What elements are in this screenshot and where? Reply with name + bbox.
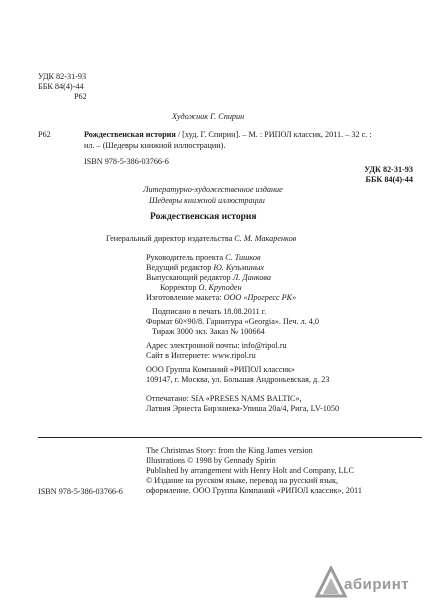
format-line: Формат 60×90/8. Гарнитура «Georgia». Печ. л. 4,0 — [146, 317, 319, 326]
labirint-emblem-icon — [314, 566, 348, 600]
catalog-line-1 — [84, 130, 372, 140]
copyright-line-5: оформление. ООО Группа Компаний «РИПОЛ классик», 2011 — [146, 486, 362, 495]
book-title: Рождественская история — [150, 212, 257, 222]
copyright-line-3: Published by arrangement with Henry Holt and Company, LLC — [146, 466, 354, 475]
udk-block-right — [364, 165, 413, 185]
author-sign: Р62 — [74, 92, 87, 101]
email-line: Адрес электронной почты: info@ripol.ru — [146, 341, 287, 350]
printer-address: Латвия Эрнеста Бирзниека-Упиша 20а/4, Рига, LV-1050 — [146, 404, 340, 413]
staff-layout: Изготовление макета: ООО «Прогресс РК» — [146, 293, 297, 302]
staff-project-lead: Руководитель проекта С. Тишков — [146, 253, 261, 262]
catalog-isbn: ISBN 978-5-386-03766-6 — [84, 157, 169, 166]
copyright-line-4: © Издание на русском языке, перевод на русский язык, — [146, 476, 338, 485]
director-label: Генеральный директор издательства — [106, 234, 235, 243]
catalog-description: / [худ. Г. Спирин]. – М. : РИПОЛ классик, 2011. – 32 с. : — [175, 130, 372, 139]
bbk-code-right: ББК 84(4)-44 — [365, 175, 413, 184]
director-line — [106, 234, 296, 244]
illustrator-line: Художник Г. Спирин — [172, 112, 245, 121]
genre-line: Литературно-художественное издание — [143, 185, 283, 194]
print-run: Тираж 3000 экз. Заказ № 100664 — [152, 327, 265, 336]
printer-name: Отпечатано: SIA «PRESES NAMS BALTIC», — [146, 394, 302, 403]
staff-list — [146, 253, 296, 303]
catalog-line-2: ил. – (Шедевры книжной иллюстрации). — [84, 141, 226, 150]
company-block — [146, 365, 329, 385]
copyright-block — [146, 446, 362, 496]
printer-block — [146, 394, 339, 414]
contacts-block — [146, 341, 287, 361]
bbk-code: ББК 84(4)-44 — [38, 82, 84, 91]
labirint-logo-text: абиринт — [344, 576, 410, 593]
udk-block-top — [38, 72, 87, 102]
catalog-title: Рождественская история — [84, 130, 176, 139]
udk-code-right: УДК 82-31-93 — [364, 165, 413, 174]
copyright-line-2: Illustrations © 1998 by Gennady Spirin — [146, 456, 276, 465]
copyright-line-1: The Christmas Story: from the King James version — [146, 446, 313, 455]
divider — [38, 437, 422, 438]
series-line: Шедевры книжной иллюстрации — [149, 196, 265, 205]
bottom-isbn: ISBN 978-5-386-03766-6 — [38, 487, 123, 496]
print-info — [146, 307, 319, 337]
catalog-code: Р62 — [38, 130, 51, 139]
director-name: С. М. Макаренков — [234, 234, 297, 243]
staff-proofreader: Корректор О. Круподен — [160, 283, 242, 292]
staff-lead-editor: Ведущий редактор Ю. Кузьминых — [146, 263, 264, 272]
signed-date: Подписано в печать 18.08.2011 г. — [152, 307, 267, 316]
company-address: 109147, г. Москва, ул. Большая Андроньевская, д. 23 — [146, 375, 330, 384]
udk-code: УДК 82-31-93 — [38, 72, 87, 81]
labirint-logo — [314, 562, 434, 602]
staff-release-editor: Выпускающий редактор Л. Данкова — [146, 273, 272, 282]
company-name: ООО Группа Компаний «РИПОЛ классик» — [146, 365, 295, 374]
website-line: Сайт в Интернете: www.ripol.ru — [146, 351, 256, 360]
